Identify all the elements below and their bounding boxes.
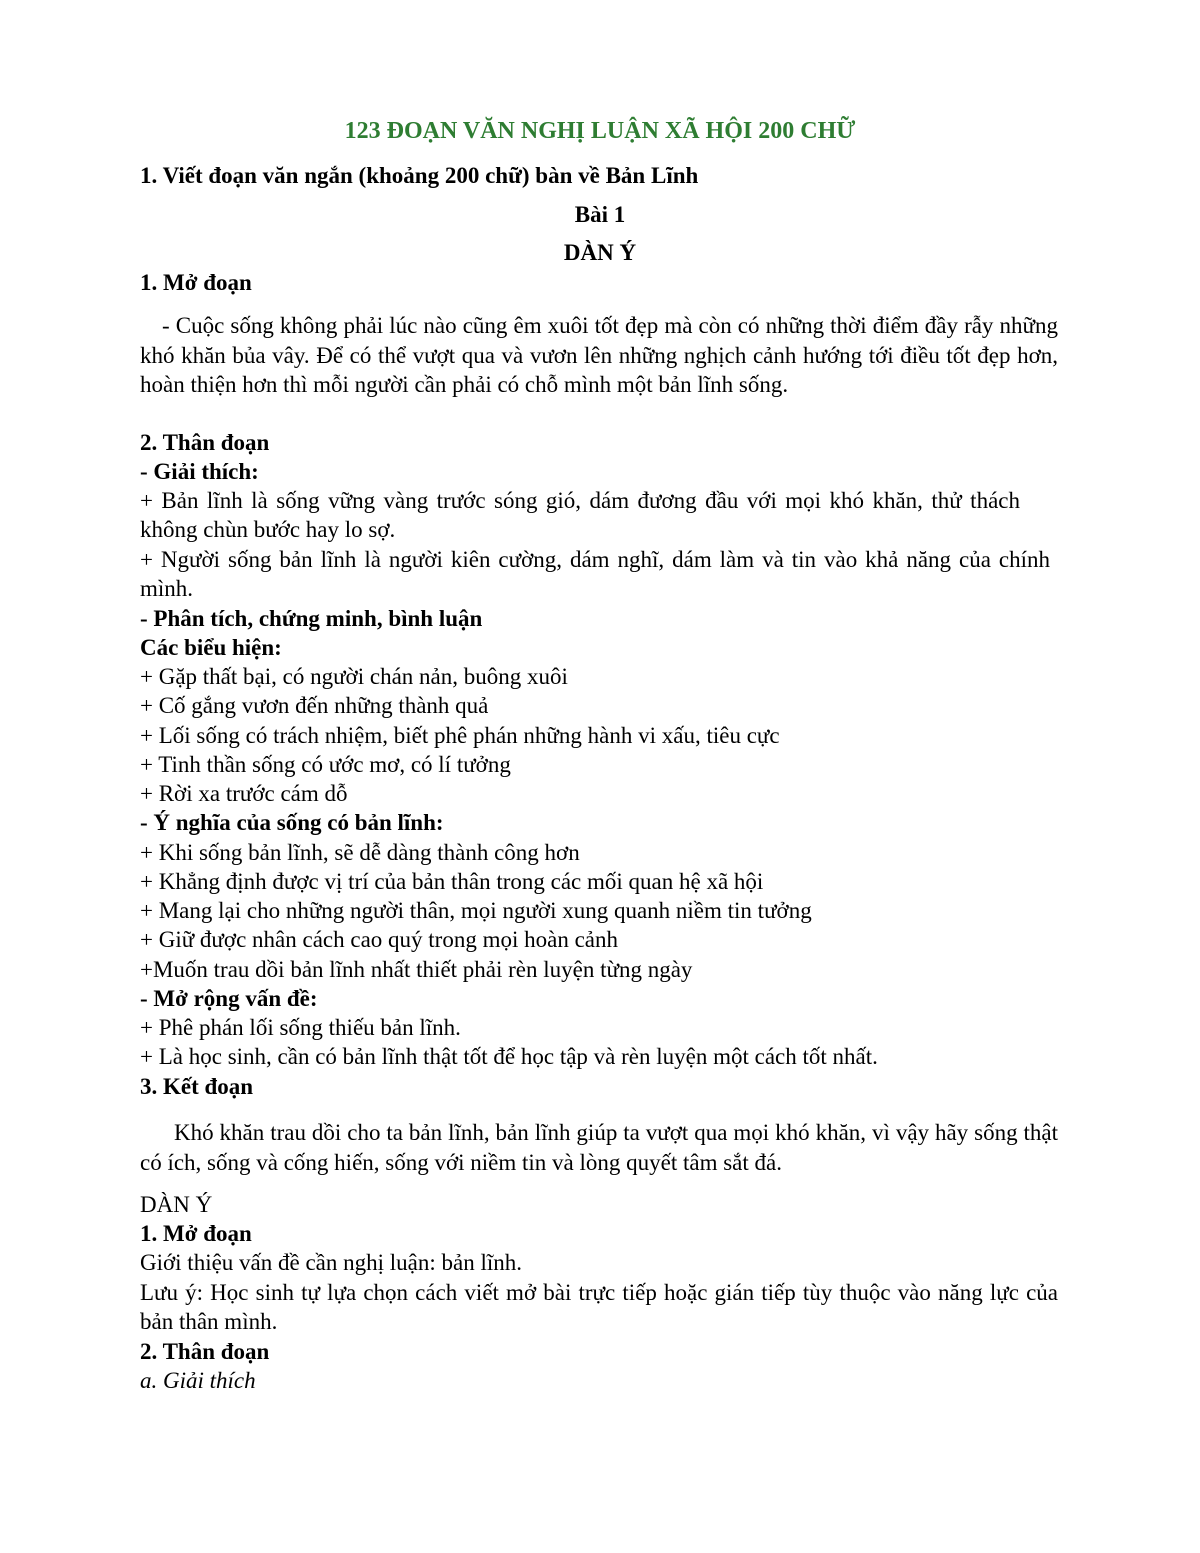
dan-y-heading: DÀN Ý bbox=[563, 240, 637, 265]
section-bai-1: Bài 1 bbox=[574, 202, 626, 227]
bieu-hien-label: Các biểu hiện: bbox=[140, 635, 282, 660]
y-nghia-item: +Muốn trau dồi bản lĩnh nhất thiết phải rèn luyện từng ngày bbox=[140, 957, 693, 982]
giai-thich-label: - Giải thích: bbox=[140, 459, 259, 484]
y-nghia-item: + Khi sống bản lĩnh, sẽ dễ dàng thành công hơn bbox=[140, 840, 580, 865]
mo-doan-paragraph: - Cuộc sống không phải lúc nào cũng êm xuôi tốt đẹp mà còn có những thời điểm đầy rẫy những khó khăn bủa vây. Để có thể vượt qua và vươn lên những nghịch cảnh hướng tới điều tốt đẹp hơn, hoàn thiện hơn thì mỗi người cần phải có chỗ mình một bản lĩnh sống. bbox=[140, 313, 1058, 397]
y-nghia-label: - Ý nghĩa của sống có bản lĩnh: bbox=[140, 810, 444, 835]
luu-y-paragraph: Lưu ý: Học sinh tự lựa chọn cách viết mở bài trực tiếp hoặc gián tiếp tùy thuộc vào năng lực của bản thân mình. bbox=[140, 1280, 1058, 1334]
y-nghia-item: + Giữ được nhân cách cao quý trong mọi hoàn cảnh bbox=[140, 927, 618, 952]
giai-thich-item-1: + Bản lĩnh là sống vững vàng trước sóng gió, dám đương đầu với mọi khó khăn, thử thách không chùn bước hay lo sợ. bbox=[140, 488, 1020, 542]
mo-rong-item: + Phê phán lối sống thiếu bản lĩnh. bbox=[140, 1015, 461, 1040]
than-doan-2-heading: 2. Thân đoạn bbox=[140, 1339, 270, 1364]
giai-thich-2-label: a. Giải thích bbox=[140, 1368, 256, 1393]
mo-rong-item: + Là học sinh, cần có bản lĩnh thật tốt để học tập và rèn luyện một cách tốt nhất. bbox=[140, 1044, 878, 1069]
phan-tich-label: - Phân tích, chứng minh, bình luận bbox=[140, 606, 483, 631]
document-title: 123 ĐOẠN VĂN NGHỊ LUẬN XÃ HỘI 200 CHỮ bbox=[344, 118, 856, 144]
bieu-hien-item: + Gặp thất bại, có người chán nản, buông xuôi bbox=[140, 664, 568, 689]
bieu-hien-item: + Rời xa trước cám dỗ bbox=[140, 781, 348, 806]
bieu-hien-item: + Lối sống có trách nhiệm, biết phê phán những hành vi xấu, tiêu cực bbox=[140, 723, 780, 748]
giai-thich-item-2: + Người sống bản lĩnh là người kiên cường, dám nghĩ, dám làm và tin vào khả năng của chính mình. bbox=[140, 547, 1050, 601]
gioi-thieu-line: Giới thiệu vấn đề cần nghị luận: bản lĩnh. bbox=[140, 1250, 522, 1275]
ket-doan-heading: 3. Kết đoạn bbox=[140, 1074, 254, 1099]
mo-doan-2-heading: 1. Mở đoạn bbox=[140, 1221, 252, 1246]
bieu-hien-item: + Tinh thần sống có ước mơ, có lí tưởng bbox=[140, 752, 511, 777]
than-doan-heading: 2. Thân đoạn bbox=[140, 430, 270, 455]
y-nghia-item: + Mang lại cho những người thân, mọi người xung quanh niềm tin tưởng bbox=[140, 898, 812, 923]
mo-rong-label: - Mở rộng vấn đề: bbox=[140, 986, 318, 1011]
question-heading: 1. Viết đoạn văn ngắn (khoảng 200 chữ) bàn về Bản Lĩnh bbox=[140, 163, 699, 188]
dan-y-2-heading: DÀN Ý bbox=[140, 1192, 213, 1217]
ket-doan-paragraph: Khó khăn trau dồi cho ta bản lĩnh, bản lĩnh giúp ta vượt qua mọi khó khăn, vì vậy hãy sống thật có ích, sống và cống hiến, sống với niềm tin và lòng quyết tâm sắt đá. bbox=[140, 1120, 1058, 1175]
bieu-hien-item: + Cố gắng vươn đến những thành quả bbox=[140, 693, 489, 718]
mo-doan-heading: 1. Mở đoạn bbox=[140, 270, 252, 295]
y-nghia-item: + Khẳng định được vị trí của bản thân trong các mối quan hệ xã hội bbox=[140, 869, 764, 894]
